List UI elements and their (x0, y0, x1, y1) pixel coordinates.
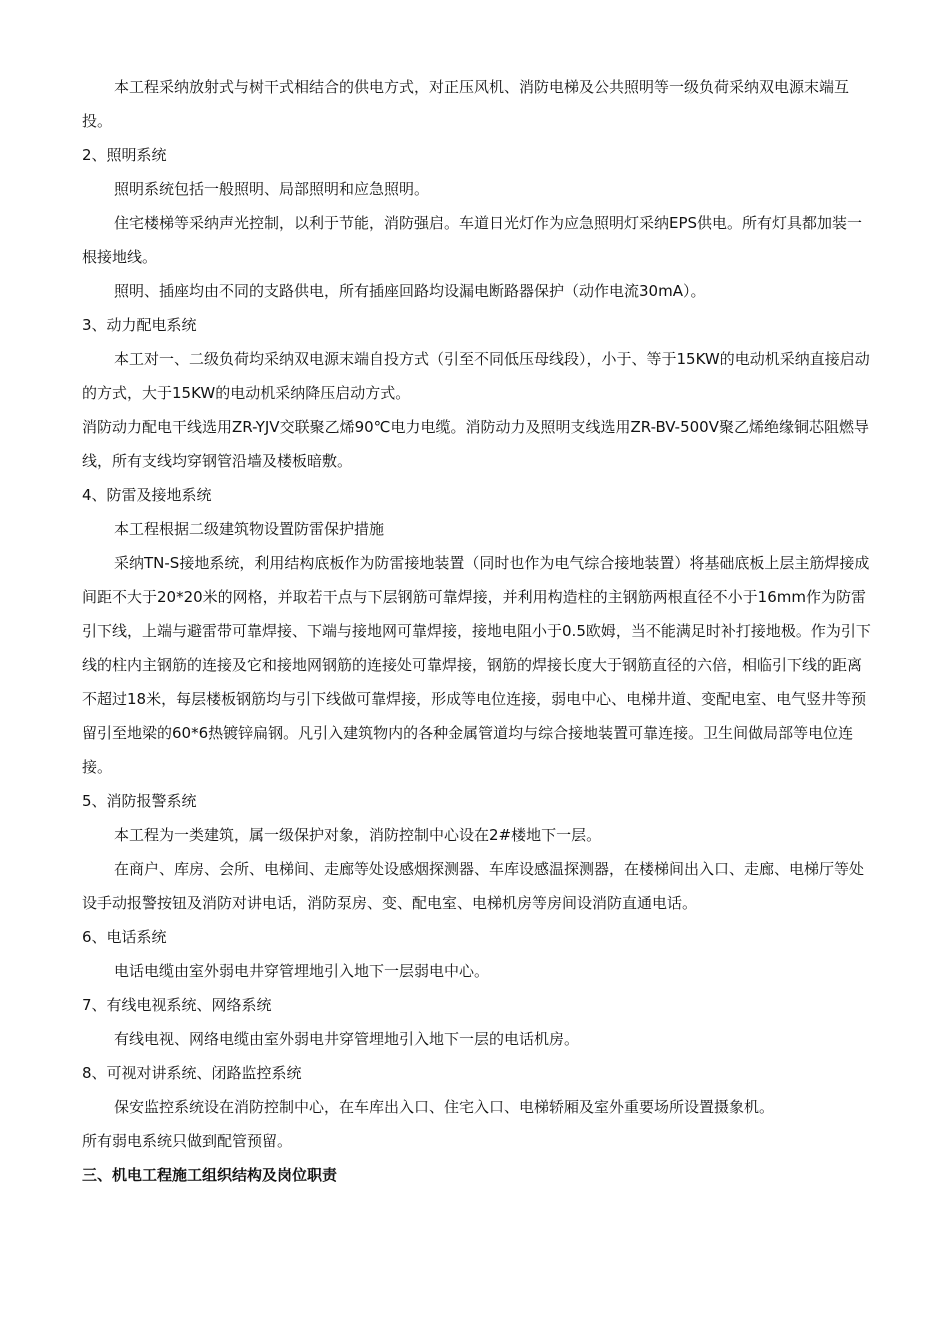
section-title-organization: 三、机电工程施工组织结构及岗位职责 (82, 1166, 338, 1184)
paragraph-conduit-reserved: 所有弱电系统只做到配管预留。 (82, 1132, 293, 1150)
paragraph-motor-starting: 本工对一、二级负荷均采纳双电源末端自投方式（引至不同低压母线段），小于、等于15KW的电动机采纳直接启动的方式，大于15KW的电动机采纳降压启动方式。 (82, 350, 870, 402)
paragraph-stair-lighting: 住宅楼梯等采纳声光控制，以利于节能，消防强启。车道日光灯作为应急照明灯采纳EPS供电。所有灯具都加装一根接地线。 (82, 214, 863, 266)
paragraph-socket-circuits: 照明、插座均由不同的支路供电，所有插座回路均设漏电断路器保护（动作电流30mA）。 (114, 282, 706, 300)
paragraph-power-supply: 本工程采纳放射式与树干式相结合的供电方式，对正压风机、消防电梯及公共照明等一级负荷采纳双电源末端互投。 (82, 78, 850, 130)
paragraph-grounding-details: 采纳TN-S接地系统，利用结构底板作为防雷接地装置（同时也作为电气综合接地装置）将基础底板上层主筋焊接成间距不大于20*20米的网格，并取若干点与下层钢筋可靠焊接，并利用构造柱的主钢筋两根直径不小于16mm作为防雷引下线，上端与避雷带可靠焊接、下端与接地网可靠焊接，接地电阻小于0.5欧姆，当不能满足时补打接地极。作为引下线的柱内主钢筋的连接及它和接地网钢筋的连接处可靠焊接，钢筋的焊接长度大于钢筋直径的六倍，相临引下线的距离不超过18米，每层楼板钢筋均与引下线做可靠焊接，形成等电位连接，弱电中心、电梯井道、变配电室、电气竖井等预留引至地梁的60*6热镀锌扁钢。凡引入建筑物内的各种金属管道均与综合接地装置可靠连接。卫生间做局部等电位连接。 (82, 554, 871, 776)
paragraph-lightning-class: 本工程根据二级建筑物设置防雷保护措施 (114, 520, 385, 538)
heading-intercom-cctv: 8、可视对讲系统、闭路监控系统 (82, 1064, 302, 1082)
heading-fire-alarm: 5、消防报警系统 (82, 792, 197, 810)
heading-power-distribution: 3、动力配电系统 (82, 316, 197, 334)
paragraph-telephone-cable: 电话电缆由室外弱电井穿管埋地引入地下一层弱电中心。 (114, 962, 490, 980)
paragraph-cable-tv: 有线电视、网络电缆由室外弱电井穿管埋地引入地下一层的电话机房。 (114, 1030, 580, 1048)
paragraph-security-monitoring: 保安监控系统设在消防控制中心，在车库出入口、住宅入口、电梯轿厢及室外重要场所设置摄象机。 (114, 1098, 775, 1116)
document-page (82, 70, 872, 1192)
heading-lightning-grounding: 4、防雷及接地系统 (82, 486, 212, 504)
paragraph-detectors: 在商户、库房、会所、电梯间、走廊等处设感烟探测器、车库设感温探测器，在楼梯间出入口、走廊、电梯厅等处设手动报警按钮及消防对讲电话，消防泵房、变、配电室、电梯机房等房间设消防直通电话。 (82, 860, 865, 912)
paragraph-lighting-types: 照明系统包括一般照明、局部照明和应急照明。 (114, 180, 430, 198)
heading-lighting-system: 2、照明系统 (82, 146, 167, 164)
paragraph-fire-power-cables: 消防动力配电干线选用ZR-YJV交联聚乙烯90℃电力电缆。消防动力及照明支线选用ZR-BV-500V聚乙烯绝缘铜芯阻燃导线，所有支线均穿钢管沿墙及楼板暗敷。 (82, 418, 869, 470)
heading-cable-tv-network: 7、有线电视系统、网络系统 (82, 996, 272, 1014)
paragraph-fire-control-center: 本工程为一类建筑，属一级保护对象，消防控制中心设在2#楼地下一层。 (114, 826, 602, 844)
heading-telephone-system: 6、电话系统 (82, 928, 167, 946)
